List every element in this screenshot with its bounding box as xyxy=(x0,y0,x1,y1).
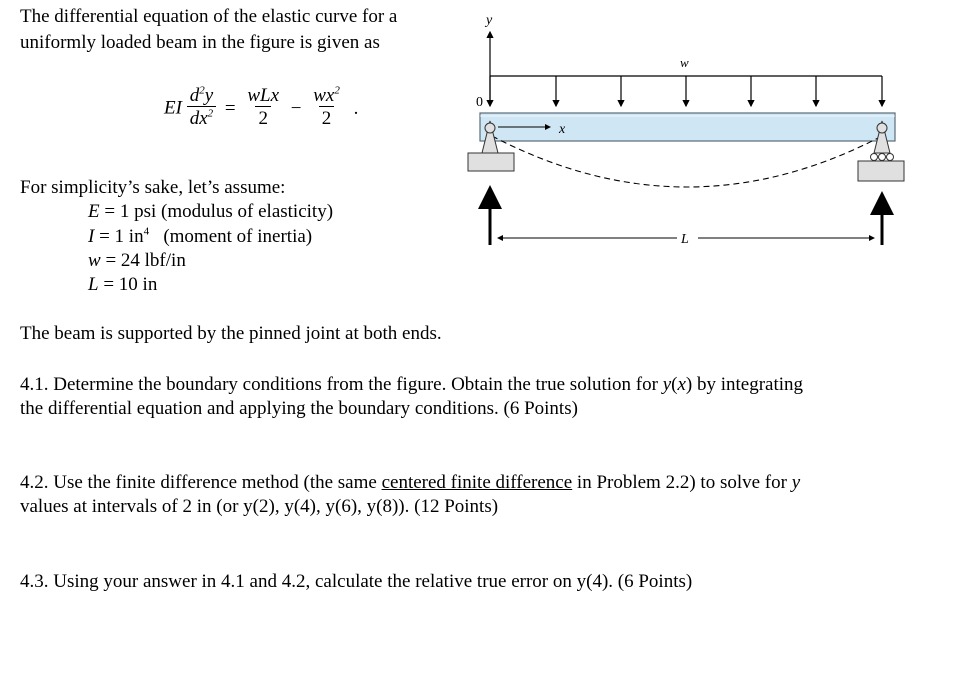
eq-second-term xyxy=(310,86,343,131)
deflected-curve xyxy=(492,136,882,187)
q43-text: 4.3. Using your answer in 4.1 and 4.2, calculate the relative true error on y(4). (6 Points) xyxy=(20,571,693,592)
differential-equation xyxy=(164,86,358,131)
eq-period: . xyxy=(353,97,359,119)
eq-minus: − xyxy=(290,97,302,119)
label-w: w xyxy=(680,55,689,70)
eq-exp-a: 2 xyxy=(199,84,205,97)
eq-equals: = xyxy=(224,97,236,119)
assume-L: L = 10 in xyxy=(88,274,158,295)
eq-lhs-fraction xyxy=(187,86,216,131)
eq-first-term xyxy=(244,86,282,131)
eq-exp-b: 2 xyxy=(207,107,214,120)
q42-line-1: 4.2. Use the finite difference method (the same centered finite difference in Problem 2.2) to solve for y xyxy=(20,472,801,493)
assume-w: w = 24 lbf/in xyxy=(88,250,186,271)
assume-I: I = 1 $in^4$ (moment of inertia) xyxy=(88,225,313,247)
support-sentence: The beam is supported by the pinned joint at both ends. xyxy=(20,323,442,344)
beam-figure xyxy=(462,8,912,253)
label-x: x xyxy=(559,122,566,137)
eq-dx: dx xyxy=(189,108,208,129)
eq-y: y xyxy=(204,85,214,106)
label-y: y xyxy=(486,13,493,28)
centered-finite-difference-link[interactable]: centered finite difference xyxy=(381,472,573,493)
label-origin: 0 xyxy=(476,95,483,110)
label-L: L xyxy=(681,232,689,247)
q41-line-2: the differential equation and applying the boundary conditions. (6 Points) xyxy=(20,398,578,419)
eq-wx: wx xyxy=(313,85,335,106)
q42-line-2: values at intervals of 2 in (or y(2), y(4), y(6), y(8)). (12 Points) xyxy=(20,496,499,517)
eq-denom-2: 2 xyxy=(319,106,335,131)
eq-exp-c: 2 xyxy=(334,84,340,97)
q41-line-1: 4.1. Determine the boundary conditions from the figure. Obtain the true solution for y(x) by integrating xyxy=(20,374,804,395)
assume-heading: For simplicity’s sake, let’s assume: xyxy=(20,177,286,198)
eq-denom-1: 2 xyxy=(255,106,271,131)
intro-line-1: The differential equation of the elastic curve for a xyxy=(20,6,398,27)
eq-ei: EI xyxy=(164,97,182,119)
assume-E: E = 1 psi (modulus of elasticity) xyxy=(88,201,334,222)
intro-line-2: uniformly loaded beam in the figure is given as xyxy=(20,32,380,53)
eq-d: d xyxy=(189,85,200,106)
eq-wlx: wLx xyxy=(247,85,280,106)
